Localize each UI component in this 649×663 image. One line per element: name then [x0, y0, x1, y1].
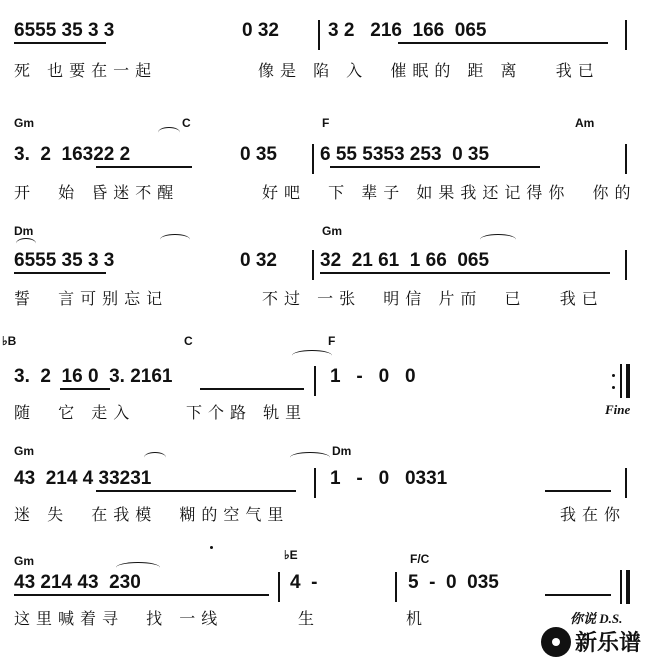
final-barline [620, 364, 622, 398]
score-row-1 [0, 0, 649, 100]
barline [625, 144, 627, 174]
chord-label: C [184, 334, 193, 348]
record-disc-icon [541, 627, 571, 657]
tie-arc [292, 350, 332, 361]
final-barline-thick [626, 364, 630, 398]
lyrics-segment: 开 始 昏迷不醒 [14, 183, 180, 202]
underline [330, 166, 540, 168]
barline [395, 572, 397, 602]
dot-mark [210, 546, 213, 549]
chord-label: Gm [322, 224, 343, 238]
barline [625, 468, 627, 498]
notes-segment: 1 - 0 0 [330, 366, 416, 387]
tie-arc [16, 238, 36, 249]
barline [318, 20, 320, 50]
underline [60, 388, 110, 390]
barline [312, 144, 314, 174]
final-barline [620, 570, 622, 604]
notes-segment: 0 32 [240, 250, 277, 271]
underline [96, 490, 296, 492]
chord-label: ♭E [284, 548, 298, 562]
lyrics-segment: 下个路 轨里 [186, 403, 308, 422]
notes-segment: 0 32 [242, 20, 279, 41]
lyrics-segment: 不过 一张 明信 片而 已 我已 [262, 289, 604, 308]
chord-label: Gm [14, 554, 35, 568]
tie-arc [160, 234, 190, 245]
repeat-dot [612, 386, 615, 389]
chord-label: Am [575, 116, 595, 130]
chord-label: Dm [14, 224, 34, 238]
underline [96, 166, 192, 168]
chord-label: F [322, 116, 330, 130]
chord-label: Dm [332, 444, 352, 458]
lyrics-segment: 誓 言可别忘记 [14, 289, 169, 308]
chord-label: ♭B [2, 334, 17, 348]
tie-arc [480, 234, 516, 245]
chord-label: Gm [14, 116, 35, 130]
chord-label: Gm [14, 444, 35, 458]
barline [625, 20, 627, 50]
chord-label: C [182, 116, 191, 130]
lyrics-segment: 这里喊着寻 找 一线 [14, 609, 224, 628]
notes-segment: 6555 35 3 3 [14, 250, 115, 271]
barline [312, 250, 314, 280]
notes-segment: 3. 2 16322 2 [14, 144, 131, 165]
notes-segment: 43 214 4 33231 [14, 468, 152, 489]
underline [14, 42, 106, 44]
score-row-4 [0, 320, 649, 430]
logo-text: 新乐谱 [574, 631, 641, 656]
lyrics-segment: 机 [406, 609, 429, 628]
barline [314, 468, 316, 498]
notes-segment: 0 35 [240, 144, 277, 165]
lyrics-segment: 死 也要在一起 [14, 61, 158, 80]
lyrics-segment: 迷 失 在我模 糊的空气里 [14, 505, 290, 524]
lyrics-segment: 生 [298, 609, 321, 628]
notes-segment: 32 21 61 1 66 065 [320, 250, 490, 271]
lyrics-segment: 随 它 走入 [14, 403, 136, 422]
barline [625, 250, 627, 280]
notes-segment: 6 55 5353 253 0 35 [320, 144, 490, 165]
score-row-5 [0, 430, 649, 540]
notes-segment: 43 214 43 230 [14, 572, 141, 593]
underline [398, 42, 608, 44]
repeat-dot [612, 374, 615, 377]
underline [14, 594, 269, 596]
tie-arc [144, 452, 166, 463]
chord-label: F/C [410, 552, 430, 566]
score-row-3 [0, 210, 649, 320]
underline [545, 594, 611, 596]
final-barline-thick [626, 570, 630, 604]
underline [545, 490, 611, 492]
chord-label: F [328, 334, 336, 348]
fine-marking: Fine [605, 402, 631, 417]
notes-segment: 4 - [290, 572, 318, 593]
notes-segment: 5 - 0 035 [408, 572, 499, 593]
tie-arc [290, 452, 330, 463]
score-row-2 [0, 100, 649, 210]
lyrics-segment: 像是 陷 入 催眠的 距 离 我已 [258, 61, 600, 80]
notes-segment: 3. 2 16 0 3. 2161 [14, 366, 173, 387]
notes-segment: 1 - 0 0331 [330, 468, 448, 489]
lyrics-segment: 好吧 下 辈子 如果我还记得你 你的 [262, 183, 637, 202]
notes-segment: 6555 35 3 3 [14, 20, 115, 41]
site-logo [541, 626, 641, 657]
underline [14, 272, 106, 274]
notes-segment: 3 2 216 166 065 [328, 20, 487, 41]
underline [320, 272, 610, 274]
barline [314, 366, 316, 396]
barline [278, 572, 280, 602]
tie-arc [158, 127, 180, 138]
lyrics-segment: 我在你 [560, 505, 627, 524]
ds-marking: 你说 D.S. [570, 611, 623, 626]
underline [200, 388, 304, 390]
